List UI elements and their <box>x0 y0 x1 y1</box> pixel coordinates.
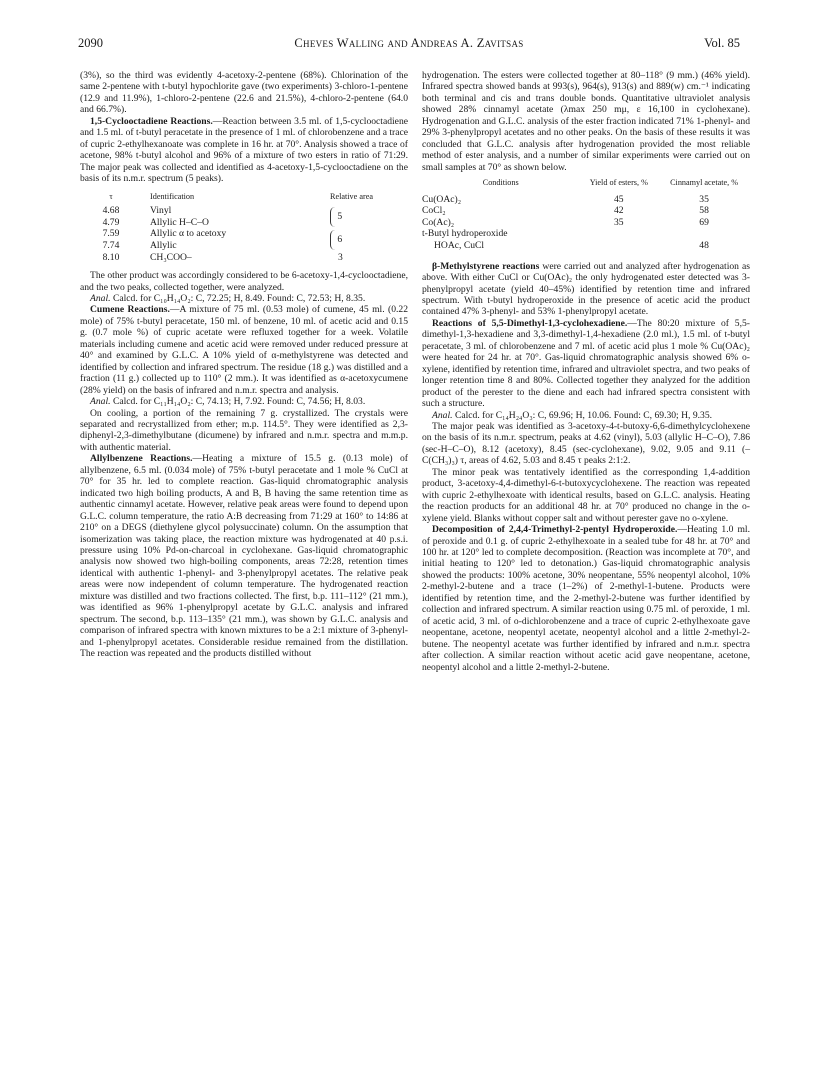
table-cell: Allylic H–C–O <box>150 216 209 228</box>
table-cell: t-Butyl hydroperoxide <box>422 228 508 240</box>
volume-label: Vol. 85 <box>704 36 740 50</box>
anal-label: Anal. <box>90 396 111 408</box>
area-value: 6 <box>337 234 343 246</box>
table-cell: 7.59 <box>102 228 120 240</box>
column-header: τ <box>109 191 113 201</box>
table-cell: CH₃COO– <box>150 251 192 263</box>
brace <box>330 207 335 227</box>
table-cell: 35 <box>614 216 624 228</box>
table-cell: Allylic α to acetoxy <box>150 228 227 240</box>
paragraph <box>80 453 408 659</box>
page-number: 2090 <box>78 36 103 50</box>
section-title: Reactions of 5,5-Dimethyl-1,3-cyclohexadiene. <box>432 317 628 329</box>
anal-label: Anal. <box>432 409 453 421</box>
table-cell: 4.68 <box>102 205 120 217</box>
paragraph <box>80 396 408 407</box>
table-cell <box>658 228 750 240</box>
table-row <box>422 228 750 240</box>
table-row <box>422 205 750 217</box>
paragraph-text: —Heating 1.0 ml. of peroxide and 0.1 g. of cupric 2-ethylhexoate in a sealed tube for 48 hr. at 70° and 100 hr. at 120° led to complete decomposition. (Reaction was incomplete at 70°, and initial heating to 120° led to detonation.) Gas-liquid chromatographic analysis showed the products: 100% acetone, 30% neopentane, 55% neopentyl alcohol, 10% 2-methyl-2-butene and a trace (1–2%) of 2-methyl-1-butene. Products were identified by retention time, and the 2-methyl-2-butene was further identified by collection and infrared spectrum. A similar reaction using 0.75 ml. of peroxide, 1 ml. of acetic acid, 3 ml. of o-dichlorobenzene and a trace of cupric 2-ethylhexoate gave neopentane, acetone, neopentyl acetate, neopentyl alcohol and a little 2-methyl-2-butene. The neopentyl acetate was further identified by infrared and n.m.r. spectra after collection. A similar reaction without acetic acid gave neopentane, acetone, neopentyl alcohol and a little 2-methyl-2-butene. <box>422 524 750 673</box>
table-cell <box>330 228 408 251</box>
column-header: Cinnamyl acetate, % <box>670 178 739 188</box>
paragraph: hydrogenation. The esters were collected together at 80–118° (9 mm.) (46% yield). Infrared spectra showed bands at 993(s), 964(s), 913(s) and 889(w) cm.⁻¹ indicating both terminal and cis and trans double bonds. Quantitative ultraviolet analysis showed 28% cinnamyl acetate (λmax 250 mμ, ε 16,100 in cyclohexane). Hydrogenation and G.L.C. analysis of the ester fraction indicated 71% 1-phenyl- and 29% 3-phenylpropyl acetates and no other peaks. On the basis of these results it was concluded that G.L.C. analysis after hydrogenation provided the most reliable method of ester analysis, and a number of similar experiments were carried out on small samples at 70° as shown below. <box>422 70 750 173</box>
right-column <box>422 70 750 673</box>
table-cell <box>579 228 658 240</box>
table-row <box>80 205 408 217</box>
paragraph-text: Calcd. for C₁₁H₁₄O₂: C, 74.13; H, 7.92. Found: C, 74.56; H, 8.03. <box>112 396 366 408</box>
paragraph-text: were carried out and analyzed after hydrogenation as above. With either CuCl or Cu(OAc)₂ the only hydrogenated ester detected was 3-phenylpropyl acetate (yield 40–45%) identified by retention time and infrared spectrum. With t-butyl hydroperoxide in the presence of acetic acid the product contained 47% 3-phenyl- and 53% 1-phenylpropyl acetate. <box>422 260 750 318</box>
paragraph: (3%), so the third was evidently 4-acetoxy-2-pentene (68%). Chlorination of the same 2-pentene with t-butyl hypochlorite gave (two experiments) 3-chloro-1-pentene (12.9 and 11.9%), 1-chloro-2-pentene (22.6 and 21.5%), 4-chloro-2-pentene (64.0 and 66.7%). <box>80 70 408 116</box>
paragraph: The other product was accordingly considered to be 6-acetoxy-1,4-cyclooctadiene, and the two peaks, collected together, were analyzed. <box>80 270 408 293</box>
table-cell: Vinyl <box>150 205 172 217</box>
table-cell: 7.74 <box>102 239 120 251</box>
table-cell: 35 <box>699 193 709 205</box>
paragraph: The major peak was identified as 3-acetoxy-4-t-butoxy-6,6-dimethylcyclohexene on the basis of its n.m.r. spectrum, peaks at 4.62 (vinyl), 5.03 (allylic H–C–O), 7.86 (sec-H–C–O), 8.12 (acetoxy), 8.45 (sec-cyclohexane), 9.02, 9.05 and 9.11 (–C(CH₃)₃) τ, areas of 4.62, 5.03 and 8.45 τ peaks 2:1:2. <box>422 420 750 467</box>
conditions-table <box>422 177 750 252</box>
area-value: 5 <box>337 210 343 222</box>
table-cell: HOAc, CuCl <box>434 240 485 252</box>
paragraph-text: —Reaction between 3.5 ml. of 1,5-cyclooctadiene and 1.5 ml. of t-butyl peracetate in the presence of 1 ml. of chlorobenzene and a trace of cupric 2-ethylhexanoate was complete in 16 hr. at 70°. Analysis showed a trace of acetone, 98% t-butyl alcohol and 96% of a mixture of two esters in ratio of 71:29. The major peak was collected and identified as 4-acetoxy-1,5-cyclooctadiene on the basis of its n.m.r. spectrum (5 peaks). <box>80 115 408 185</box>
section-title: 1,5-Cyclooctadiene Reactions. <box>90 115 213 127</box>
paragraph-text: —The 80:20 mixture of 5,5-dimethyl-1,3-hexadiene and 3,3-dimethyl-1,4-hexadiene (2.0 ml.), 1.5 ml. of t-butyl peracetate, 3 ml. of chlorobenzene and 7 ml. of acetic acid plus 1 mole % Cu(OAc)₂ were heated for 24 hr. at 70°. Gas-liquid chromatographic analysis showed 6% o-xylene, identified by retention time, infrared and ultraviolet spectra, and two peaks of longer retention time 8 and 80%. Collected together they analyzed for the addition product of the perester to the diene and each had infrared spectra consistent with such a structure. <box>422 317 750 410</box>
left-column <box>80 70 408 660</box>
table-cell: Cu(OAc)₂ <box>422 193 462 205</box>
table-row <box>80 252 408 264</box>
paragraph <box>422 410 750 421</box>
table-cell <box>579 240 658 252</box>
section-title: β-Methylstyrene reactions <box>432 260 540 272</box>
paragraph-text: Calcd. for C₁₀H₁₄O₂: C, 72.25; H, 8.49. Found: C, 72.53; H, 8.35. <box>112 293 366 304</box>
paragraph <box>422 524 750 673</box>
column-header: Conditions <box>482 178 519 188</box>
column-header: Identification <box>150 191 195 201</box>
nmr-identification-table <box>80 191 408 264</box>
table-cell: 58 <box>699 205 709 217</box>
paragraph <box>80 293 408 304</box>
column-header: Relative area <box>330 191 373 201</box>
brace <box>330 230 335 250</box>
section-title: Cumene Reactions. <box>90 304 170 316</box>
column-header: Yield of esters, % <box>589 178 648 188</box>
paragraph <box>422 261 750 318</box>
table-row <box>422 194 750 206</box>
table-cell: 69 <box>699 216 709 228</box>
paragraph: On cooling, a portion of the remaining 7 g. crystallized. The crystals were separated and recrystallized from ether; m.p. 114.5°. They were identified as 2,3-diphenyl-2,3-dimethylbutane (dicumene) by infrared and n.m.r. spectra and m.m.p. with authentic material. <box>80 407 408 453</box>
running-header <box>78 36 740 56</box>
paragraph: The minor peak was tentatively identified as the corresponding 1,4-addition product, 3-acetoxy-4,4-dimethyl-6-t-butoxycyclohexene. The reaction was repeated with cupric 2-ethylhexoate with identical results, based on G.L.C. analysis. Heating the reaction products for an additional 48 hr. at 70° produced no change in the o-xylene yield. Blanks without copper salt and without perester gave no o-xylene. <box>422 466 750 524</box>
table-cell: Allylic <box>150 239 177 251</box>
section-title: Allylbenzene Reactions. <box>90 453 193 465</box>
table-cell: 4.79 <box>102 216 120 228</box>
paragraph-text: Calcd. for C₁₄H₂₄O₃: C, 69.96; H, 10.06. Found: C, 69.30; H, 9.35. <box>454 409 713 421</box>
section-title: Decomposition of 2,4,4-Trimethyl-2-pentyl Hydroperoxide. <box>432 524 678 536</box>
table-cell: 45 <box>614 193 624 205</box>
table-row <box>422 217 750 229</box>
anal-label: Anal. <box>90 293 111 304</box>
paragraph <box>422 318 750 410</box>
table-row <box>80 228 408 240</box>
running-title: Cheves Walling and Andreas A. Zavitsas <box>294 36 524 50</box>
table-cell: 48 <box>699 240 709 252</box>
table-cell: 8.10 <box>102 251 120 263</box>
paragraph-text: —Heating a mixture of 15.5 g. (0.13 mole) of allylbenzene, 6.5 ml. (0.034 mole) of 75% t-butyl peracetate and 1 mole % CuCl at 70° for 35 hr. led to complete reaction. Gas-liquid chromatographic analysis indicated two high boiling products, A and B, B having the same retention time as authentic cinnamyl acetate. However, relative peak areas were found to depend upon G.L.C. column temperature, the ratio A:B decreasing from 71:29 at 160° to 14:86 at 210° on a DEGS (diethylene glycol polysuccinate) column. On the assumption that isomerization was taking place, the reaction mixture was hydrogenated at 40 p.s.i. pressure using 10% Pd-on-charcoal in cyclohexane. Gas-liquid chromatographic analysis now showed two high-boiling components, areas 72:28, retention times identical with authentic 1-phenyl- and 3-phenylpropyl acetates. The relative peak areas were now independent of column temperature. The hydrogenated reaction mixture was distilled and two fractions collected. The first, b.p. 111–112° (21 mm.), was identified as 96% 1-phenylpropyl acetate by G.L.C. analysis and infrared spectrum. The second, b.p. 113–135° (21 mm.), was shown by G.L.C. analysis and comparison of infrared spectra with known mixtures to be a 2:1 mixture of 3-phenyl- and 1-phenylpropyl acetates. Considerable residue remained from the distillation. The reaction was repeated and the products distilled without <box>80 453 408 660</box>
table-cell: 3 <box>338 251 343 263</box>
paragraph-text: —A mixture of 75 ml. (0.53 mole) of cumene, 45 ml. (0.22 mole) of 75% t-butyl peracetate, 150 ml. of benzene, 10 ml. of acetic acid and 0.15 g. (0.7 mole %) of cupric acetate were refluxed together for a week. Volatile materials including cumene and acetic acid were removed under reduced pressure at 40° and examined by G.L.C. A 10% yield of α-methylstyrene was detected and identified by collection and infrared spectrum. The residue (18 g.) was distilled and a fraction (11 g.) collected up to 110° (2 mm.). It was identified as α-acetoxycumene (28% yield) on the basis of infrared and n.m.r. spectra and analysis. <box>80 304 409 396</box>
paragraph <box>80 116 408 185</box>
paragraph <box>80 304 408 396</box>
table-cell: CoCl₂ <box>422 205 446 217</box>
table-cell: 42 <box>614 205 624 217</box>
table-cell <box>330 205 408 228</box>
table-row <box>422 240 750 252</box>
table-cell: Co(Ac)₂ <box>422 216 455 228</box>
